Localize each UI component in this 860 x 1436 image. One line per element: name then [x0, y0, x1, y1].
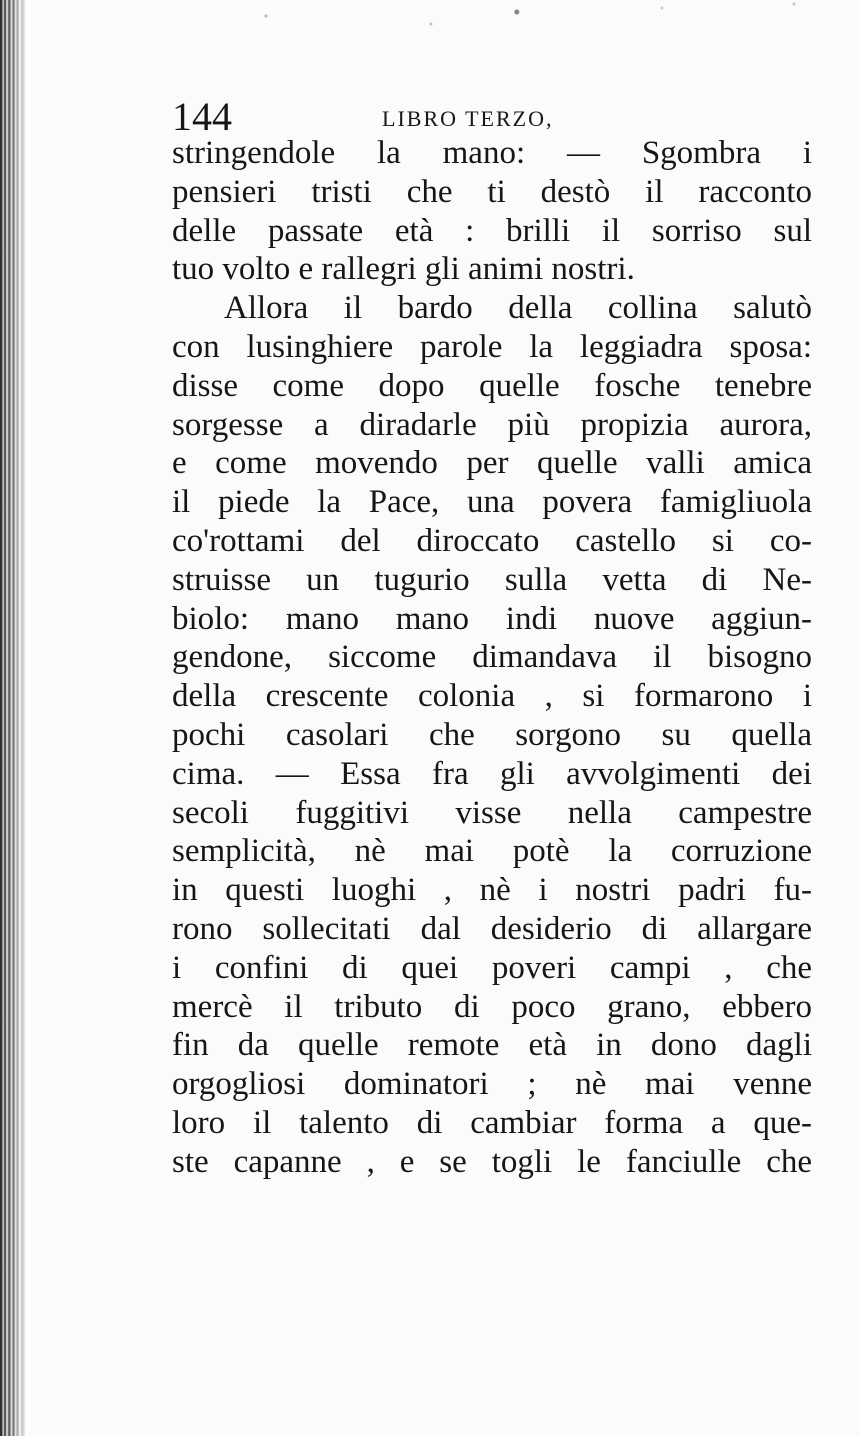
running-head: LIBRO TERZO,: [382, 106, 554, 131]
text-line: della crescente colonia , si formarono i: [172, 678, 812, 715]
text-line: ste capanne , e se togli le fanciulle che: [172, 1143, 812, 1180]
text-line: loro il talento di cambiar forma a que-: [172, 1104, 812, 1141]
text-line: stringendole la mano: — Sgombra i: [172, 135, 812, 171]
text-line: sorgesse a diradarle più propizia aurora,: [172, 406, 812, 443]
text-line: cima. — Essa fra gli avvolgimenti dei: [172, 755, 812, 792]
text-line: delle passate età : brilli il sorriso sul: [172, 212, 812, 249]
text-line: rono sollecitati dal desiderio di allargare: [172, 910, 812, 947]
text-line: con lusinghiere parole la leggiadra sposa:: [172, 328, 812, 365]
text-line: in questi luoghi , nè i nostri padri fu-: [172, 872, 812, 909]
text-line: tuo volto e rallegri gli animi nostri.: [172, 251, 635, 288]
text-line: pensieri tristi che ti destò il racconto: [172, 173, 812, 210]
text-line: il piede la Pace, una povera famigliuola: [172, 484, 812, 521]
text-line: secoli fuggitivi visse nella campestre: [172, 794, 812, 831]
text-line: biolo: mano mano indi nuove aggiun-: [172, 600, 812, 637]
binding-edge: [0, 0, 34, 1436]
text-line: gendone, siccome dimandava il bisogno: [172, 639, 812, 676]
text-line: mercè il tributo di poco grano, ebbero: [172, 988, 812, 1025]
body-text: [172, 134, 812, 1182]
text-line: e come movendo per quelle valli amica: [172, 445, 812, 482]
paragraph-start-line: Allora il bardo della collina salutò: [224, 290, 812, 327]
text-line: struisse un tugurio sulla vetta di Ne-: [172, 561, 812, 598]
paper-speckle: [200, 0, 860, 40]
text-line: co'rottami del diroccato castello si co-: [172, 522, 812, 559]
text-line: disse come dopo quelle fosche tenebre: [172, 367, 812, 404]
text-line: i confini di quei poveri campi , che: [172, 949, 812, 986]
page-number: 144: [172, 94, 232, 139]
text-line: orgogliosi dominatori ; nè mai venne: [172, 1066, 812, 1103]
text-line: fin da quelle remote età in dono dagli: [172, 1027, 812, 1064]
text-line: semplicità, nè mai potè la corruzione: [172, 833, 812, 870]
text-line: pochi casolari che sorgono su quella: [172, 716, 812, 753]
